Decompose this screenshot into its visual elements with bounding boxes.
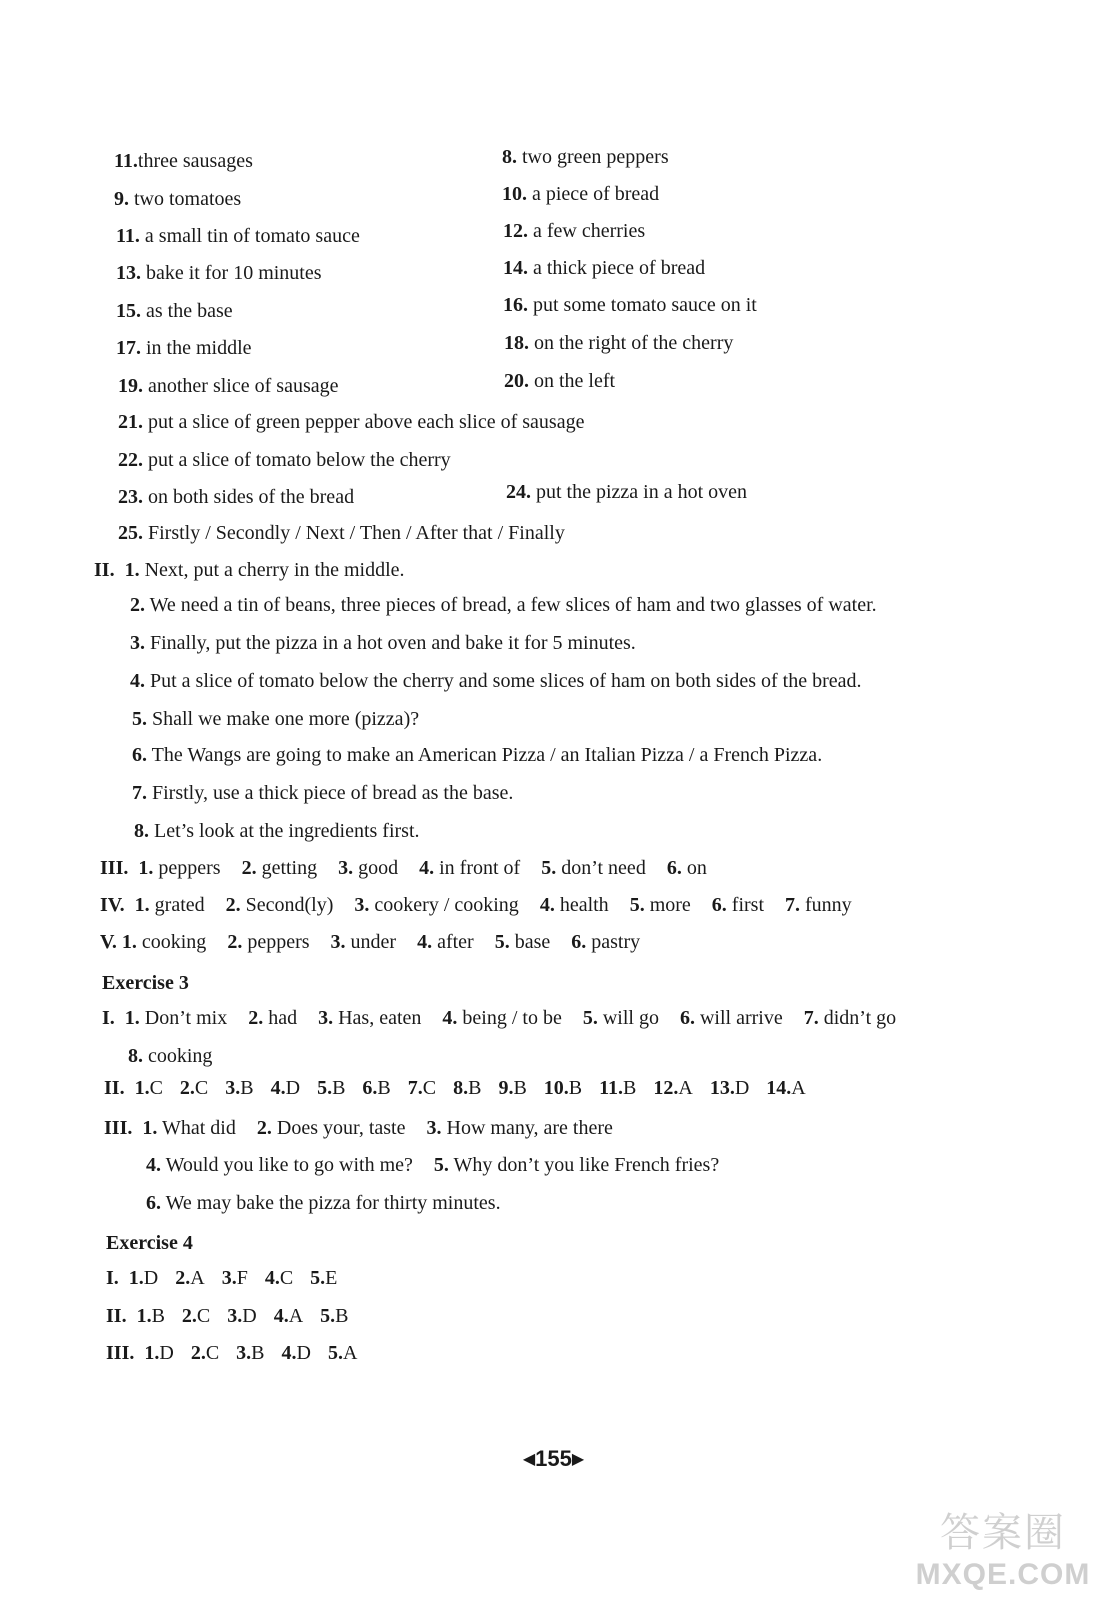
answer <box>274 1305 303 1327</box>
section-ii-line-2 <box>130 592 877 618</box>
answer-number: 2. <box>225 894 241 916</box>
answer-number: 12. <box>653 1077 679 1099</box>
answer-text: C <box>279 1267 294 1289</box>
answer <box>182 1305 210 1327</box>
item-number: 14. <box>503 257 528 279</box>
answer-number: 3. <box>338 857 354 879</box>
answer <box>680 1007 783 1029</box>
answer-number: 10. <box>543 1077 569 1099</box>
item-number: 20. <box>504 370 529 392</box>
answer <box>137 1305 165 1327</box>
answer-text: What did <box>162 1117 236 1139</box>
exercise-3-heading: Exercise 3 <box>102 972 189 994</box>
item-number: 9. <box>114 188 129 210</box>
item-text: in the middle <box>146 337 252 359</box>
answer-text: base <box>514 931 551 953</box>
answer <box>122 931 206 953</box>
answer-number: 2. <box>256 1117 272 1139</box>
answer-item-14 <box>503 255 705 281</box>
answer <box>227 1305 256 1327</box>
item-text: on the left <box>534 370 616 392</box>
section-iv-answers <box>100 892 868 918</box>
answer-number: 14. <box>766 1077 792 1099</box>
answer <box>242 857 318 879</box>
answer-number: 3. <box>426 1117 442 1139</box>
answer-number: 4. <box>539 894 555 916</box>
answer-number: 7. <box>407 1077 423 1099</box>
answer-number: 5. <box>317 1077 333 1099</box>
answer-text: will arrive <box>699 1007 783 1029</box>
answer <box>146 1154 413 1176</box>
answer-text: Second(ly) <box>245 894 334 916</box>
section-ii-line-4 <box>130 668 861 694</box>
item-number: 16. <box>503 294 528 316</box>
answer-number: 3. <box>354 894 370 916</box>
section-label: II. <box>106 1305 127 1327</box>
answer-text: Has, eaten <box>338 1007 422 1029</box>
answer-text: B <box>468 1077 482 1099</box>
answer <box>129 1267 158 1289</box>
answer <box>318 1007 421 1029</box>
answer-text: after <box>437 931 474 953</box>
page-number <box>0 1446 1107 1472</box>
item-number: 3. <box>130 632 145 654</box>
answer <box>271 1077 300 1099</box>
answer <box>785 894 852 916</box>
item-number: 13. <box>116 262 141 284</box>
answer-text: B <box>332 1077 346 1099</box>
answer-number: 2. <box>248 1007 264 1029</box>
section-label: II. <box>104 1077 125 1099</box>
answer-number: 3. <box>227 1305 243 1327</box>
item-number: 12. <box>503 220 528 242</box>
exercise-4-iii-answers <box>106 1340 357 1366</box>
answer-number: 5. <box>582 1007 598 1029</box>
answer-item-17 <box>116 335 252 361</box>
answer-text: getting <box>261 857 318 879</box>
answer <box>310 1267 337 1289</box>
answer-text: grated <box>154 894 205 916</box>
answer-text: B <box>377 1077 391 1099</box>
answer-number: 3. <box>236 1342 252 1364</box>
answer <box>653 1077 692 1099</box>
item-text: Firstly / Secondly / Next / Then / After that / Finally <box>148 522 565 544</box>
answer-number: 5. <box>310 1267 326 1289</box>
answer-text: B <box>151 1305 165 1327</box>
answer <box>571 931 640 953</box>
item-number: 25. <box>118 522 143 544</box>
item-text: on the right of the cherry <box>534 332 734 354</box>
answer-number: 7. <box>785 894 800 916</box>
answer-number: 7. <box>803 1007 819 1029</box>
item-number: 8. <box>502 146 517 168</box>
answer-number: 1. <box>121 931 137 953</box>
answer-number: 5. <box>494 931 510 953</box>
answer <box>125 1007 227 1029</box>
section-label: II. <box>94 559 115 581</box>
answer-number: 4. <box>264 1267 280 1289</box>
answer-number: 8. <box>128 1045 143 1067</box>
answer <box>225 1077 253 1099</box>
answer-number: 2. <box>227 931 243 953</box>
item-text: as the base <box>146 300 233 322</box>
answer <box>427 1117 613 1139</box>
answer <box>804 1007 896 1029</box>
answer-number: 1. <box>134 894 150 916</box>
item-text: put some tomato sauce on it <box>533 294 757 316</box>
item-number: 11. <box>116 225 140 247</box>
item-text: Put a slice of tomato below the cherry and some slices of ham on both sides of the bread. <box>150 670 862 692</box>
item-number: 21. <box>118 411 143 433</box>
answer <box>236 1342 264 1364</box>
answer <box>191 1342 219 1364</box>
answer <box>442 1007 561 1029</box>
answer-number: 3. <box>225 1077 241 1099</box>
answer-number: 1. <box>144 1342 160 1364</box>
answer <box>144 1342 173 1364</box>
answer <box>766 1077 805 1099</box>
item-number: 4. <box>130 670 145 692</box>
answer-number: 4. <box>281 1342 297 1364</box>
answer <box>408 1077 436 1099</box>
section-label: IV. <box>100 894 125 916</box>
answer-number: 13. <box>709 1077 735 1099</box>
section-label: III. <box>100 857 129 879</box>
answer-text: A <box>190 1267 205 1289</box>
answer-text: peppers <box>158 857 221 879</box>
answer-number: 9. <box>498 1077 514 1099</box>
watermark-logo <box>908 1508 1098 1596</box>
answer-number: 1. <box>142 1117 158 1139</box>
item-text: three sausages <box>137 150 253 172</box>
answer-number: 1. <box>134 1077 150 1099</box>
exercise-4-heading: Exercise 4 <box>106 1232 193 1254</box>
answer <box>248 1007 297 1029</box>
answer-text: D <box>734 1077 750 1099</box>
answer <box>320 1305 348 1327</box>
answer-number: 8. <box>453 1077 469 1099</box>
answer-text: C <box>205 1342 220 1364</box>
answer <box>419 857 520 879</box>
answer-number: 6. <box>711 894 727 916</box>
answer-text: D <box>296 1342 311 1364</box>
item-text: a thick piece of bread <box>533 257 706 279</box>
answer-item-21 <box>118 409 584 435</box>
item-text: Next, put a cherry in the middle. <box>144 559 405 581</box>
answer-text: B <box>240 1077 254 1099</box>
item-text: two green peppers <box>522 146 669 168</box>
answer-number: 6. <box>146 1192 161 1214</box>
answer-text: on <box>686 857 707 879</box>
answer-item-23 <box>118 484 354 510</box>
section-ii-line-7 <box>132 780 513 806</box>
answer <box>630 894 691 916</box>
answer-text: B <box>623 1077 637 1099</box>
section-ii-line-6 <box>132 742 822 768</box>
answer-number: 11. <box>599 1077 624 1099</box>
section-v-answers <box>100 929 656 955</box>
answer-number: 2. <box>190 1342 206 1364</box>
answer-text: D <box>285 1077 301 1099</box>
answer-text: pastry <box>591 931 641 953</box>
answer-number: 4. <box>273 1305 289 1327</box>
answer-number: 2. <box>175 1267 191 1289</box>
answer-number: 2. <box>181 1305 197 1327</box>
item-number: 2. <box>130 594 145 616</box>
page-number-text: 155 <box>535 1446 572 1471</box>
answer-text: D <box>242 1305 257 1327</box>
item-number: 22. <box>118 449 143 471</box>
answer-number: 1. <box>128 1267 144 1289</box>
answer-number: 4. <box>442 1007 458 1029</box>
item-text: Firstly, use a thick piece of bread as the base. <box>152 782 514 804</box>
item-text: a piece of bread <box>532 183 660 205</box>
answer <box>331 931 397 953</box>
answer-item-16 <box>503 292 757 318</box>
item-number: 7. <box>132 782 147 804</box>
answer-number: 6. <box>679 1007 695 1029</box>
answer <box>540 894 609 916</box>
answer <box>583 1007 659 1029</box>
watermark-bottom-text: MXQE.COM <box>915 1558 1091 1591</box>
exercise-3-i-line-1 <box>102 1005 912 1031</box>
answer-text: F <box>236 1267 248 1289</box>
answer-number: 4. <box>270 1077 286 1099</box>
item-text: Shall we make one more (pizza)? <box>152 708 420 730</box>
answer <box>142 1117 236 1139</box>
answer-item-19 <box>118 373 338 399</box>
answer-text: in front of <box>439 857 521 879</box>
section-ii-line-8 <box>134 818 420 844</box>
answer <box>338 857 398 879</box>
answer-text: E <box>325 1267 338 1289</box>
item-text: The Wangs are going to make an American Pizza / an Italian Pizza / a French Pizza. <box>151 744 823 766</box>
section-label: I. <box>102 1007 115 1029</box>
section-ii-line-1 <box>94 557 405 583</box>
answer-item-11 <box>116 223 360 249</box>
answer <box>227 931 309 953</box>
answer-number: 5. <box>629 894 645 916</box>
exercise-3-iii-line-1 <box>104 1115 629 1141</box>
answer <box>282 1342 311 1364</box>
answer-number: 5. <box>541 857 557 879</box>
answer-number: 3. <box>330 931 346 953</box>
answer-number: 2. <box>179 1077 195 1099</box>
item-text: We need a tin of beans, three pieces of bread, a few slices of ham and two glasses of water. <box>149 594 877 616</box>
answer-text: first <box>731 894 764 916</box>
answer <box>222 1267 248 1289</box>
item-text: two tomatoes <box>134 188 242 210</box>
answer-item-20 <box>504 368 615 394</box>
answer-text: don’t need <box>561 857 646 879</box>
answer-item-22 <box>118 447 451 473</box>
answer-number: 1. <box>124 1007 140 1029</box>
answer-text: cookery / cooking <box>374 894 519 916</box>
item-number: 24. <box>506 481 531 503</box>
answer-text: C <box>196 1305 211 1327</box>
answer-text: D <box>159 1342 174 1364</box>
answer-number: 6. <box>571 931 587 953</box>
answer-text: funny <box>805 894 852 916</box>
answer-text: D <box>143 1267 159 1289</box>
answer-number: 4. <box>417 931 433 953</box>
item-text: put the pizza in a hot oven <box>536 481 748 503</box>
item-number: 1. <box>124 559 140 581</box>
exercise-4-ii-answers <box>106 1303 349 1329</box>
answer <box>710 1077 749 1099</box>
answer-text: C <box>422 1077 437 1099</box>
section-label: III. <box>106 1342 135 1364</box>
answer-item-12 <box>503 218 645 244</box>
answer-text: will go <box>602 1007 659 1029</box>
answer-text: more <box>649 894 691 916</box>
answer <box>495 931 551 953</box>
answer <box>453 1077 481 1099</box>
answer-text: Does your, taste <box>276 1117 406 1139</box>
answer <box>434 1154 719 1176</box>
answer-text: Why don’t you like French fries? <box>453 1154 720 1176</box>
answer-text: had <box>268 1007 298 1029</box>
answer-number: 1. <box>138 857 154 879</box>
answer-text: C <box>194 1077 209 1099</box>
answer <box>328 1342 357 1364</box>
answer-number: 6. <box>362 1077 378 1099</box>
answer-text: cooking <box>148 1045 213 1067</box>
item-text: put a slice of tomato below the cherry <box>148 449 451 471</box>
item-number: 17. <box>116 337 141 359</box>
item-number: 15. <box>116 300 141 322</box>
answer-item-9 <box>114 186 241 212</box>
answer-number: 5. <box>327 1342 343 1364</box>
answer <box>138 857 220 879</box>
answer-item-15 <box>116 298 233 324</box>
item-number: 6. <box>132 744 147 766</box>
answer-text: good <box>358 857 399 879</box>
item-text: a small tin of tomato sauce <box>144 225 360 247</box>
answer <box>257 1117 406 1139</box>
exercise-3-iii-line-3 <box>146 1190 501 1216</box>
item-number: 10. <box>502 183 527 205</box>
section-label: V. <box>100 931 117 953</box>
item-text: put a slice of green pepper above each slice of sausage <box>148 411 585 433</box>
item-number: 18. <box>504 332 529 354</box>
answer-text: being / to be <box>462 1007 562 1029</box>
answer-number: 6. <box>666 857 682 879</box>
answer-text: B <box>513 1077 527 1099</box>
answer-text: Don’t mix <box>144 1007 228 1029</box>
answer-number: 1. <box>136 1305 152 1327</box>
answer <box>226 894 334 916</box>
answer-text: We may bake the pizza for thirty minutes. <box>165 1192 501 1214</box>
answer-item-25 <box>118 520 565 546</box>
answer-item-24 <box>506 479 747 505</box>
answer-item-13 <box>116 260 322 286</box>
section-label: I. <box>106 1267 119 1289</box>
answer <box>599 1077 636 1099</box>
answer <box>175 1267 204 1289</box>
answer <box>317 1077 345 1099</box>
answer <box>354 894 518 916</box>
answer-text: C <box>149 1077 163 1099</box>
answer-text: Would you like to go with me? <box>165 1154 413 1176</box>
answer <box>544 1077 582 1099</box>
answer-number: 4. <box>419 857 435 879</box>
answer <box>265 1267 293 1289</box>
section-ii-line-3 <box>130 630 636 656</box>
section-ii-line-5 <box>132 706 419 732</box>
left-arrow-icon: ◀ <box>522 1451 536 1468</box>
item-text: Let’s look at the ingredients first. <box>154 820 420 842</box>
item-number: 19. <box>118 375 143 397</box>
answer-number: 5. <box>433 1154 449 1176</box>
answer-text: didn’t go <box>823 1007 897 1029</box>
answer-text: cooking <box>141 931 207 953</box>
answer-number: 2. <box>241 857 257 879</box>
item-text: Finally, put the pizza in a hot oven and bake it for 5 minutes. <box>150 632 636 654</box>
answer <box>180 1077 208 1099</box>
exercise-3-i-line-2 <box>128 1043 212 1069</box>
answer-text: A <box>288 1305 304 1327</box>
answer <box>417 931 474 953</box>
answer-text: A <box>342 1342 358 1364</box>
exercise-4-i-answers <box>106 1265 337 1291</box>
answer-text: peppers <box>247 931 310 953</box>
answer-number: 3. <box>221 1267 237 1289</box>
answer-text: B <box>251 1342 265 1364</box>
answer <box>541 857 646 879</box>
answer <box>667 857 707 879</box>
answer <box>498 1077 526 1099</box>
answer-number: 4. <box>146 1154 161 1176</box>
answer-text: B <box>568 1077 583 1099</box>
answer-text: B <box>335 1305 349 1327</box>
item-text: another slice of sausage <box>148 375 339 397</box>
item-number: 5. <box>132 708 147 730</box>
answer <box>135 1077 163 1099</box>
answer-text: A <box>678 1077 693 1099</box>
answer-item-8 <box>502 144 669 170</box>
item-text: on both sides of the bread <box>148 486 355 508</box>
answer <box>362 1077 390 1099</box>
answer-text: How many, are there <box>446 1117 613 1139</box>
item-number: 23. <box>118 486 143 508</box>
answer-text: under <box>350 931 397 953</box>
item-number: 8. <box>134 820 149 842</box>
item-text: bake it for 10 minutes <box>146 262 322 284</box>
answer-item-18 <box>504 330 733 356</box>
answer <box>135 894 205 916</box>
exercise-3-ii-answers <box>104 1075 806 1101</box>
answer-text: health <box>559 894 609 916</box>
section-iii-answers <box>100 855 723 881</box>
answer-number: 3. <box>318 1007 334 1029</box>
answer-text: A <box>791 1077 806 1099</box>
answer-item-7 <box>114 148 253 174</box>
watermark-top-text: 答案圈 <box>940 1511 1066 1555</box>
answer-number: 5. <box>320 1305 336 1327</box>
item-text: a few cherries <box>533 220 646 242</box>
answer-item-10 <box>502 181 659 207</box>
right-arrow-icon: ▶ <box>571 1451 585 1468</box>
section-label: III. <box>104 1117 133 1139</box>
item-number: 11. <box>114 150 138 172</box>
answer <box>712 894 764 916</box>
exercise-3-iii-line-2 <box>146 1152 735 1178</box>
